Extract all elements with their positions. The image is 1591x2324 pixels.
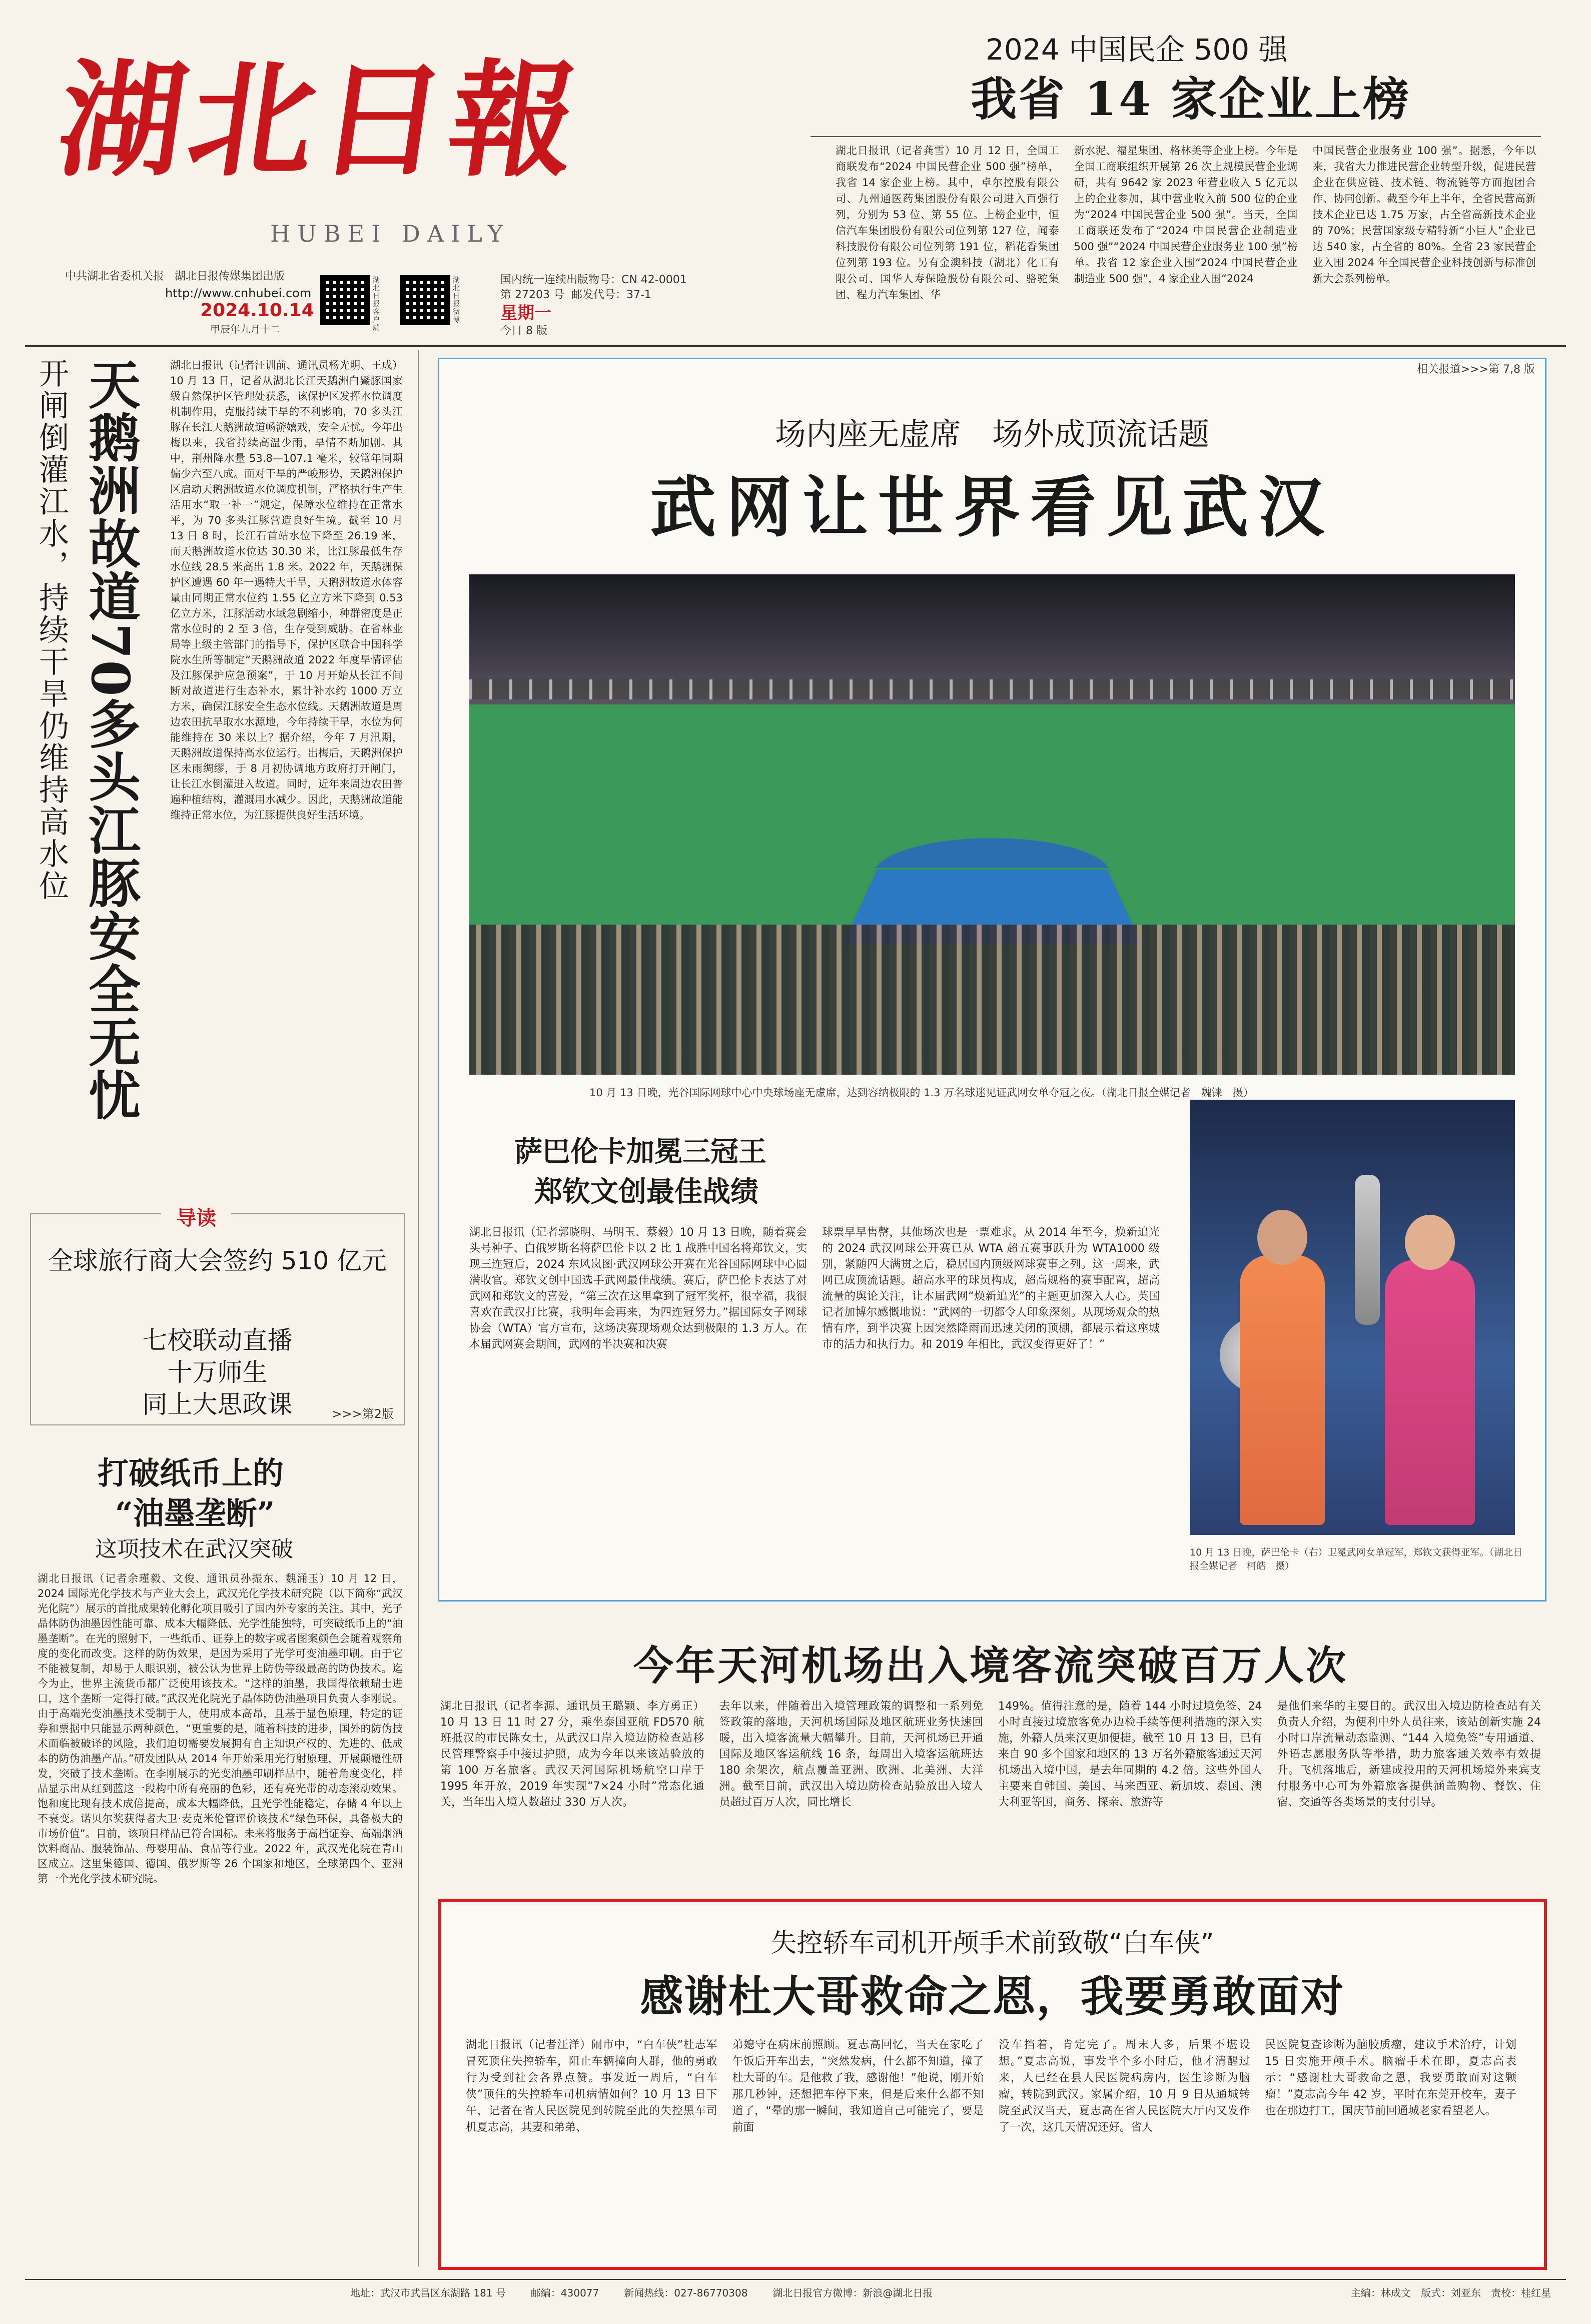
footer-weibo: 湖北日报官方微博：新浪@湖北日报 [772,2287,933,2299]
tennis-sub-1: 萨巴伦卡加冕三冠王 [514,1135,766,1168]
website[interactable]: http://www.cnhubei.com [165,286,312,300]
top-story-col1: 湖北日报讯（记者龚雪）10 月 12 日，全国工商联发布“2024 中国民营企业 500 强”榜单，我省 14 家企业上榜。其中，卓尔控股有限公司、九州通医药集团股份有限公司进入百强行列，分别为 53 位、第 55 位。上榜企业中，恒信汽车集团股份有限公司位列第 127 位，闻泰科技股份有限公司位列第 191 位，稻花香集团位列第 193 位。另有金澳科技（湖北）化工有限公司、国华人寿保险股份有限公司、骆驼集团、程力汽车集团、华 [836,145,1059,301]
airport-col3: 149%。值得注意的是，随着 144 小时过境免签、24 小时直接过境旅客免办边检手续等便利措施的深入实施，外籍人员来汉更加便捷。截至 10 月 13 日，已有来自 90 多个国家和地区的 13 万名外籍旅客通过天河机场出入境中国，是去年同期的 4.2 倍。这些外国人主要来自韩国、美国、马来西亚、新加坡、泰国、澳大利亚等国，商务、探亲、旅游等 [998,1700,1262,1809]
champions-caption: 10 月 13 日晚，萨巴伦卡（右）卫冕武网女单冠军，郑钦文获得亚军。（湖北日报全媒记者 柯皓 摄） [1190,1547,1522,1572]
footer-zip: 邮编：430077 [530,2287,599,2299]
top-story-kicker: 2024 中国民企 500 强 [986,33,1288,67]
tennis-related-ref[interactable]: 相关报道>>>第 7,8 版 [1416,363,1535,376]
top-story-col2: 新水泥、福星集团、格林美等企业上榜。今年是全国工商联组织开展第 26 次上规模民营企业调研，共有 9642 家 2023 年营业收入 5 亿元以上的企业参加，其中营业收入前 500 位的企业为“2024 中国民营企业 500 强”。当天，全国工商联还发布了“2024 中国民营企业制造业 500 强”“2024 中国民营企业服务业 100 强”榜单。我省 12 家企业入围“2024 中国民营企业制造业 500 强”，4 家企业入围“2024 [1074,145,1298,285]
lunar-date: 甲辰年九月十二 [210,323,280,335]
footer-address: 地址：武汉市武昌区东湖路 181 号 [350,2287,506,2299]
tennis-sub-2: 郑钦文创最佳战绩 [534,1175,758,1208]
tennis-col1: 湖北日报讯（记者郭晓明、马明玉、蔡毅）10 月 13 日晚，随着赛会头号种子、白俄罗斯名将萨巴伦卡以 2 比 1 战胜中国名将郑钦文，实现三连冠后，2024 东风岚图·武汉网球公开赛在光谷国际网球中心圆满收官。郑钦文创中国选手武网最佳战绩。赛后，萨巴伦卡表达了对武网和郑钦文的喜爱，“第三次在这里拿到了冠军奖杯，很幸福，我很喜欢在武汉打比赛，我明年会再来，为四连冠努力。”据国际女子网球协会（WTA）官方宣布，这场决赛现场观众达到极限的 1.3 万人。在本届武网赛会期间，武网的半决赛和决赛 [469,1226,807,1351]
guide-line-2: 十万师生 [167,1358,268,1387]
stadium-photo [469,574,1515,1075]
masthead-english: HUBEI DAILY [270,220,510,247]
guide-line-1: 七校联动直播 [142,1326,293,1355]
tennis-headline: 武网让世界看见武汉 [650,469,1334,546]
footer [350,2286,1551,2299]
masthead-org [65,270,285,283]
hero-col3: 没车挡着，肯定完了。周末人多，后果不堪设想。”夏志高说，事发半个多小时后，他才清醒过来，人已经在县人民医院病房内，医生诊断为脑瘤，转院到武汉。家属介绍，10 月 9 日从通城转院至武汉当天，夏志高在省人民医院大厅内又发作了一次，这几天情况还好。省人 [999,2039,1250,2134]
tennis-col2: 球票早早售罄，其他场次也是一票难求。从 2014 年至今，焕新追光的 2024 武汉网球公开赛已从 WTA 超五赛事跃升为 WTA1000 级别，紧随四大满贯之后，稳居国内顶级网球赛事之列。这一周来，武网已成顶流话题。超高水平的球员构成，超高规格的赛事配置，超高流量的舆论关注，让本届武网“焕新追光”的主题更加深入人心。英国记者加博尔感慨地说：“武网的一切都令人印象深刻。从现场观众的热情有序，到半决赛上因突然降雨而迅速关闭的顶棚，都展示着这座城市的活力和执行力。和 2019 年相比，武汉变得更好了！” [822,1226,1160,1351]
org-publisher: 湖北日报传媒集团出版 [175,270,285,283]
airport-headline: 今年天河机场出入境客流突破百万人次 [633,1642,1348,1689]
left-story-body: 湖北日报讯（记者汪训前、通讯员杨光明、王成）10 月 13 日，记者从湖北长江天鹅洲白鱀豚国家级自然保护区管理处获悉，该保护区发挥水位调度机制作用，克服持续干旱的不利影响，70 多头江豚在长江天鹅洲故道畅游嬉戏，安全无忧。今年出梅以来，我省持续高温少雨，旱情不断加剧。其中，荆州降水量 53.8—107.1 毫米，较常年同期偏少六至八成。面对干旱的严峻形势，天鹅洲保护区启动天鹅洲故道水位调度机制，严格执行生产生活用水“取一补一”规定，保障水位维持在正常水平，为 70 多头江豚营造良好生境。截至 10 月 13 日 8 时，长江石首站水位下降至 26.19 米，而天鹅洲故道水位达 30.30 米，比江豚最低生存水位线 28.5 米高出 1.8 米。2022 年，天鹅洲保护区遭遇 60 年一遇特大干旱，天鹅洲故道水体容量由同期正常水位约 1.55 亿立方米下降到 0.53 亿立方米，江豚活动水域急剧缩小，种群密度是正常水位时的 2 至 3 倍，生存受到威胁。在省林业局等上级主管部门的指导下，保护区联合中国科学院水生所等制定“天鹅洲故道 2022 年度旱情评估及江豚保护应急预案”，于 10 月开始从长江不间断对故道进行生态补水，累计补水约 1000 万立方米，确保江豚安全生态水位线。天鹅洲故道是周边农田抗旱取水水源地，今年持续干旱，水位为何能维持在 30 米以上？据介绍，今年 7 月汛期，天鹅洲故道保持高水位运行。出梅后，天鹅洲保护区未雨绸缪，于 8 月初协调地方政府打开闸门，让长江水倒灌进入故道。同时，近年来周边农田普遍种植结构，灌溉用水减少。因此，天鹅洲故道能维持正常水位，为江豚提供良好生活环境。 [170,359,403,821]
tennis-feature-box [438,358,1546,1602]
banknote-title-1: 打破纸币上的 [98,1455,284,1491]
left-story-subtitle: 开闸倒灌江水，持续干旱仍维持高水位 [34,358,69,902]
issue-date: 2024.10.14 [200,300,314,321]
weekday: 星期一 [500,303,551,323]
left-story-headline: 天鹅洲故道70多头江豚安全无忧 [80,358,141,1122]
stadium-caption: 10 月 13 日晚，光谷国际网球中心中央球场座无虚席，达到容纳极限的 1.3 万名球迷见证武网女单夺冠之夜。（湖北日报全媒记者 魏铼 摄） [589,1087,1254,1099]
tennis-kicker: 场内座无虚席 场外成顶流话题 [774,416,1209,452]
qr-code-weibo[interactable] [400,275,450,325]
masthead-logo: 湖北日報 [50,47,591,194]
guide-item-lecture[interactable] [31,1324,404,1420]
hero-kicker: 失控轿车司机开颅手术前致敬“白车侠” [770,1928,1214,1958]
page-count: 今日 8 版 [500,325,547,337]
airport-col1: 湖北日报讯（记者李源、通讯员王璐颖、李方勇正）10 月 13 日 11 时 27 分，乘坐泰国亚航 FD570 航班抵汉的市民陈女士，从武汉口岸入境边防检查站移民管理警察手中接过护照，成为今年以来该站验放的第 100 万名旅客。武汉天河国际机场航空口岸于 1995 年开放，2019 年实现“7×24 小时”常态化通关，当年出入境人数超过 330 万人次。 [440,1700,704,1809]
banknote-title-2: “油墨垄断” [115,1495,275,1531]
hero-col2: 弟媳守在病床前照顾。夏志高回忆，当天在家吃了午饭后开车出去，“突然发病，什么都不知道，撞了杜大哥的车。是他救了我，感谢他！”他说，刚开始那几秒钟，还想把车停下来，但是后来什么都不知道了，“晕的那一瞬间，我知道自己可能完了，要是前面 [732,2039,984,2134]
qr-label-app: 湖北日报客户端 [373,276,380,332]
guide-label: 导读 [161,1202,231,1231]
postal-code: 邮发代号：37-1 [571,289,651,301]
guide-line-3: 同上大思政课 [142,1390,293,1419]
footer-editors: 主编：林成文 版式：刘亚东 责校：桂红星 [1351,2287,1551,2299]
guide-page-ref[interactable]: >>>第2版 [332,1407,394,1421]
org-primary: 中共湖北省委机关报 [65,270,165,283]
hero-story-box [438,1899,1547,2270]
qr-code-app[interactable] [320,275,370,325]
hero-headline: 感谢杜大哥救命之恩，我要勇敢面对 [640,1971,1345,2022]
guide-box [30,1207,405,1425]
hero-col4: 民医院复查诊断为脑胶质瘤，建议手术治疗，计划 15 日实施开颅手术。脑瘤手术在即，夏志高表示：“感谢杜大哥救命之恩，我要勇敢面对这颗瘤！”夏志高今年 42 岁，平时在东莞开校车，妻子也在那边打工，国庆节前回通城老家看望老人。 [1265,2039,1516,2117]
hero-body [466,2037,1516,2257]
tennis-body [469,1225,1160,1505]
banknote-body: 湖北日报讯（记者余瑾毅、文俊、通讯员孙振东、魏涌玉）10 月 12 日，2024 国际光化学技术与产业大会上，武汉光化学技术研究院（以下简称“武汉光化院”）展示的首批成果转化孵化项目吸引了国内外专家的关注。其中，光子晶体防伪油墨因性能可靠、成本大幅降低、光学性能独特，可突破纸币上的“油墨垄断”。在光的照射下，一些纸币、证券上的数字或者图案颜色会随着观察角度的变化而改变。这样的防伪效果，是因为采用了光学可变油墨印刷。由于它不能被复制，却易于人眼识别，被公认为世界上防伪等级最高的防伪技术。迄今为止，世界主流货币都广泛使用该技术。“这样的油墨，我国得依赖瑞士进口，这个垄断一定得打破。”武汉光化院光子晶体防伪油墨项目负责人李刚说。由于高端光变油墨技术受制于人，使用成本高昂，且基于显色原理，特定的证券和票据中只能显示两种颜色，“更重要的是，随着科技的进步，国外的防伪技术面临被破译的风险，我们迫切需要发展拥有自主知识产权的、先进的、低成本的防伪油墨产品。”研发团队从 2014 年开始采用光行射原理，开展颠覆性研发，突破了技术垄断。在李刚展示的光变油墨印刷样品中，随着角度变化，样品显示出从红到蓝这一段构中所有亮丽的色彩，还有亮光带的动态滚动效果。饱和度比现有技术成倍提高，成本大幅降低，且光学性能稳定，存储 4 年以上不衰变。诺贝尔奖获得者大卫·麦克米伦管评价该技术“绿色环保，具备极大的市场价值”。目前，该项目样品已符合国标。未来将服务于高档证券、高端烟酒饮料商品、服装饰品、母婴用品、食品等行业。2022 年，武汉光化院在青山区成立。这里集德国、德国、俄罗斯等 26 个国家和地区，全球第四个、亚洲第一个光化学技术研究院。 [38,1573,403,1885]
airport-col4: 是他们来华的主要目的。武汉出入境边防检查站有关负责人介绍，为便利中外人员往来，该站创新实施 24 小时口岸流量动态监测、“144 入境免签”专用通道、外语志愿服务队等举措，助力旅客通关效率有效提升。飞机落地后，新建成投用的天河机场境外来宾支付服务中心可为外籍旅客提供涵盖购物、餐饮、住宿、交通等各类场景的支付引导。 [1277,1700,1541,1809]
airport-body [440,1699,1541,1899]
banknote-subtitle: 这项技术在武汉突破 [95,1536,293,1562]
top-story-headline: 我省 14 家企业上榜 [971,72,1411,126]
champions-photo [1190,1100,1515,1535]
footer-hotline: 新闻热线：027-86770308 [624,2287,748,2299]
issue-number: 第 27203 号 [500,289,564,301]
hero-col1: 湖北日报讯（记者汪洋）闹市中，“白车侠”杜志军冒死顶住失控轿车，阻止车辆撞向人群，他的勇敢行为受到社会各界点赞。事发近一周后，“白车侠”顶住的失控轿车司机病情如何？10 月 13 日下午，记者在省人民医院见到转院至此的失控黑车司机夏志高，其妻和弟弟、 [466,2039,717,2134]
cn-number: 国内统一连续出版物号：CN 42-0001 [500,274,687,286]
airport-col2: 去年以来，伴随着出入境管理政策的调整和一系列免签政策的落地，天河机场国际及地区航班业务快速回暖，出入境客流量大幅攀升。目前，天河机场已开通国际及地区客运航线 16 条，每周出入境客运航班达 180 余架次，航点覆盖亚洲、欧洲、北美洲、大洋洲。截至目前，武汉出入境边防检查站验放出入境人员超过百万人次，同比增长 [719,1700,983,1809]
top-story-col3: 中国民营企业服务业 100 强”。据悉，今年以来，我省大力推进民营企业转型升级，促进民营企业在供应链、技术链、物流链等方面抱团合作、协同创新。截至今年上半年，全省民营高新技术企业已达 1.75 万家，占全省高新技术企业的 70%；民营国家级专精特新“小巨人”企业已达 540 家，占全省的 80%。全省 23 家民营企业入围 2024 年全国民营企业科技创新与标准创新大会系列榜单。 [1312,145,1536,285]
qr-label-weibo: 湖北日报微博 [453,276,460,324]
guide-item-tourism[interactable]: 全球旅行商大会签约 510 亿元 [48,1246,387,1275]
top-story-body [836,143,1536,303]
publication-info [500,273,750,339]
